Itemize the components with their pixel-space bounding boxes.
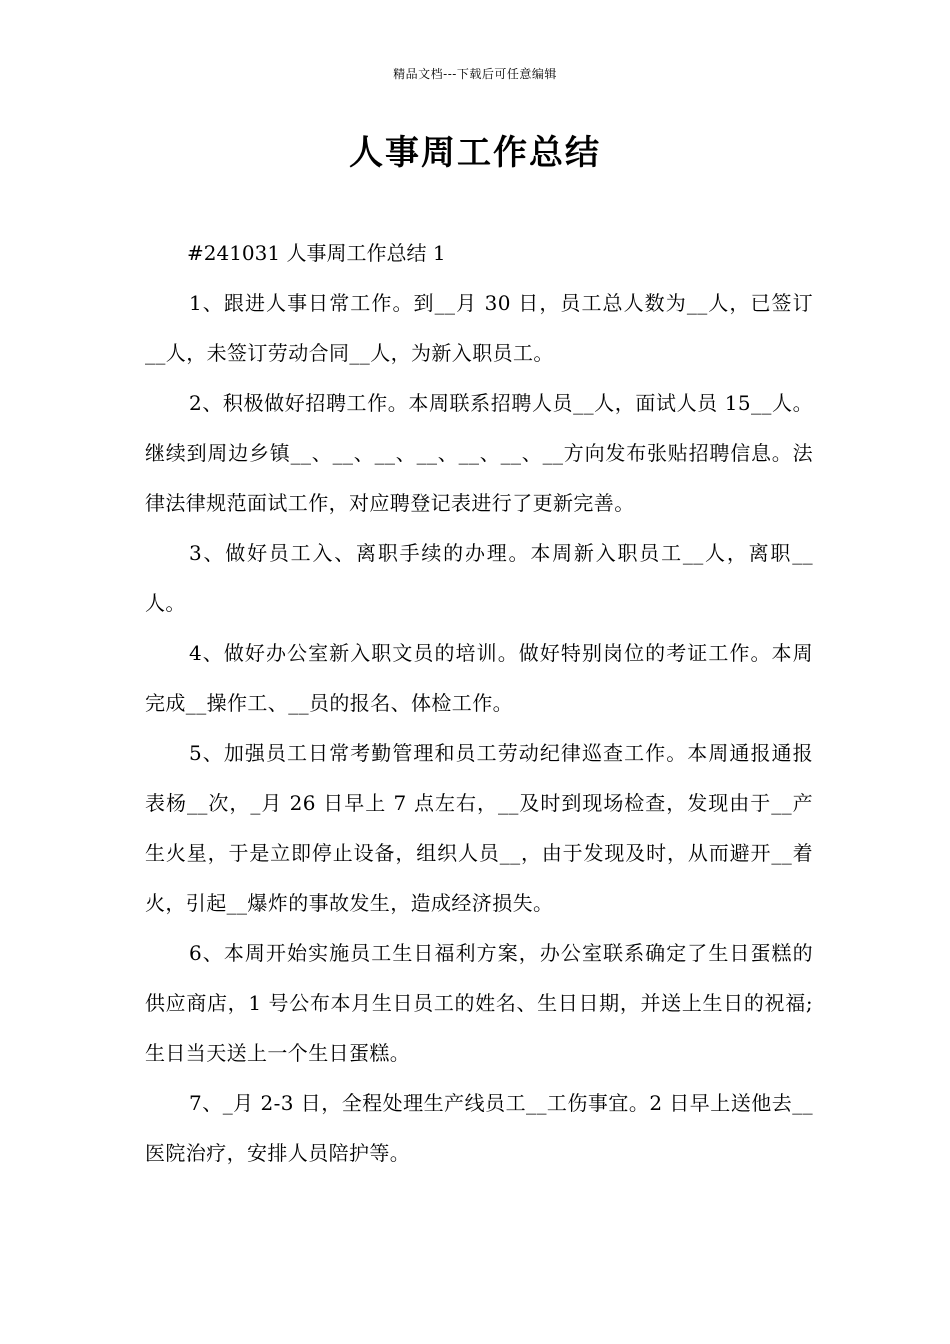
paragraph-2: 2、积极做好招聘工作。本周联系招聘人员__人，面试人员 15__人。继续到周边乡镇__、__、__、__、__、__、__方向发布张贴招聘信息。法律法律规范面试工作，对应聘登记表进行了更新完善。 (145, 391, 813, 515)
document-body (145, 228, 813, 1178)
paragraph-1: 1、跟进人事日常工作。到__月 30 日，员工总人数为__人，已签订__人，未签订劳动合同__人，为新入职员工。 (145, 291, 813, 365)
paragraph-5: 5、加强员工日常考勤管理和员工劳动纪律巡查工作。本周通报通报表杨__次，_月 26 日早上 7 点左右，__及时到现场检查，发现由于__产生火星，于是立即停止设备，组织人员__，由于发现及时，从而避开__着火，引起__爆炸的事故发生，造成经济损失。 (145, 741, 813, 915)
document-title: 人事周工作总结 (349, 133, 601, 173)
paragraph-3: 3、做好员工入、离职手续的办理。本周新入职员工__人，离职__人。 (145, 541, 813, 615)
header-note: 精品文档---下载后可任意编辑 (393, 67, 557, 81)
paragraph-6: 6、本周开始实施员工生日福利方案，办公室联系确定了生日蛋糕的供应商店，1 号公布本月生日员工的姓名、生日日期，并送上生日的祝福;生日当天送上一个生日蛋糕。 (145, 941, 813, 1065)
section-subtitle: #241031 人事周工作总结 1 (187, 241, 446, 265)
paragraph-4: 4、做好办公室新入职文员的培训。做好特别岗位的考证工作。本周完成__操作工、__员的报名、体检工作。 (145, 641, 813, 715)
paragraph-7: 7、_月 2-3 日，全程处理生产线员工__工伤事宜。2 日早上送他去__医院治疗，安排人员陪护等。 (145, 1091, 813, 1165)
